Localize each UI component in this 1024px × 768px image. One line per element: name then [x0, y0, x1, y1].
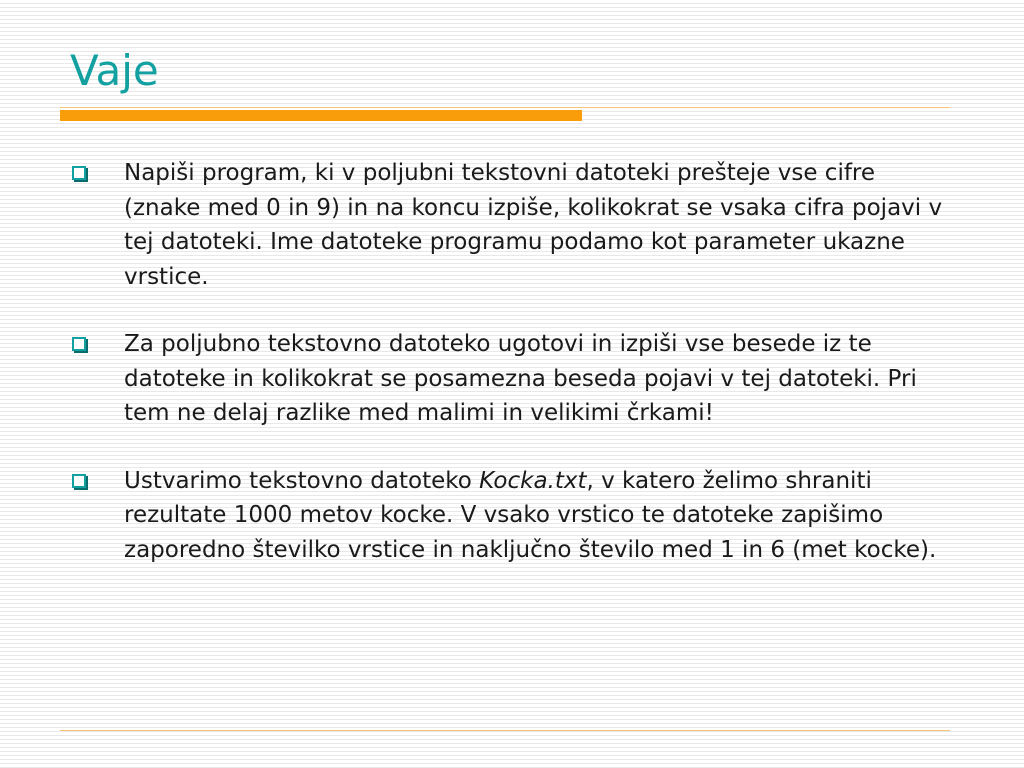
bullet-item-3 [70, 464, 950, 568]
bullet-text-3 [124, 468, 936, 563]
slide-title: Vaje [70, 46, 159, 95]
hollow-square-bullet-icon [72, 474, 86, 488]
title-thin-rule [60, 107, 950, 108]
bottom-rule [60, 730, 950, 731]
bullet-list [70, 156, 950, 600]
filename-kocka-txt: Kocka.txt [479, 467, 587, 494]
hollow-square-bullet-icon [72, 337, 86, 351]
bullet-item-1 [70, 156, 950, 294]
bullet-text-2: Za poljubno tekstovno datoteko ugotovi in izpiši vse besede iz te datoteke in kolikokrat se posamezna beseda pojavi v tej datoteki. Pri tem ne delaj razlike med malimi in velikimi črkami! [124, 331, 917, 426]
bullet-text-3-start: Ustvarimo tekstovno datoteko [124, 467, 480, 494]
bullet-item-2 [70, 327, 950, 431]
bullet-text-1: Napiši program, ki v poljubni tekstovni datoteki prešteje vse cifre (znake med 0 in 9) in na koncu izpiše, kolikokrat se vsaka cifra pojavi v tej datoteki. Ime datoteke programu podamo kot parameter ukazne vrstice. [124, 160, 943, 290]
bullet-text-3-end: , v katero želimo shraniti rezultate 1000 metov kocke. V vsako vrstico te datoteke zapišimo zaporedno številko vrstice in naključno število med 1 in 6 (met kocke). [124, 467, 937, 563]
hollow-square-bullet-icon [72, 166, 86, 180]
title-accent-bar [60, 110, 582, 121]
